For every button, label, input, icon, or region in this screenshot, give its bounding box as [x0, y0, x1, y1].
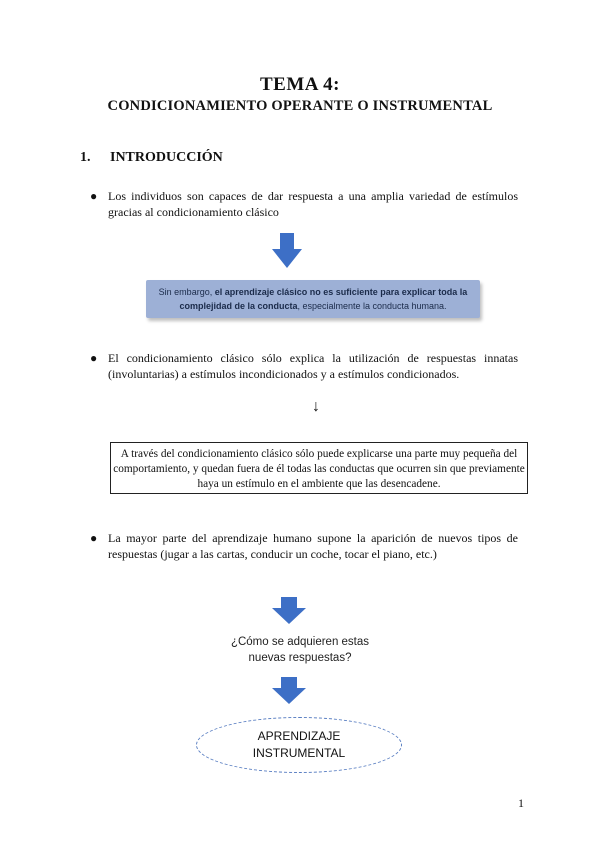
bullet-dot-icon: ●	[90, 351, 98, 365]
section-heading	[80, 150, 223, 166]
bullet-text: Los individuos son capaces de dar respuesta a una amplia variedad de estímulos gracias al condicionamiento clásico	[108, 189, 518, 219]
down-arrow-icon	[272, 233, 302, 269]
callout-text-1: Sin embargo,	[158, 287, 215, 297]
result-line-2: INSTRUMENTAL	[252, 746, 346, 760]
down-arrow-icon	[272, 677, 306, 705]
down-arrow-icon	[272, 597, 306, 625]
bullet-text: El condicionamiento clásico sólo explica la utilización de respuestas innatas (involuntarias) a estímulos incondicionados y a estímulos condicionados.	[108, 351, 518, 381]
page-number: 1	[518, 796, 524, 810]
result-ellipse	[196, 717, 402, 773]
bullet-dot-icon: ●	[90, 531, 98, 545]
thin-down-arrow-icon: ↓	[312, 398, 320, 415]
callout-text-bold: el aprendizaje clásico no es suficiente para explicar toda la complejidad de la conducta	[179, 287, 468, 311]
callout-text-3: , especialmente la conducta humana.	[297, 301, 447, 311]
page-subtitle: CONDICIONAMIENTO OPERANTE O INSTRUMENTAL	[107, 98, 493, 114]
question-line-2: nuevas respuestas?	[248, 652, 352, 664]
bullet-text: La mayor parte del aprendizaje humano supone la aparición de nuevos tipos de respuestas (jugar a las cartas, conducir un coche, tocar el piano, etc.)	[108, 531, 518, 561]
question-line-1: ¿Cómo se adquieren estas	[230, 636, 370, 648]
page-title: TEMA 4:	[259, 74, 341, 95]
bullet-dot-icon: ●	[90, 189, 98, 203]
framed-text-box: A través del condicionamiento clásico sólo puede explicarse una parte muy pequeña del comportamiento, y quedan fuera de él todas las conductas que ocurren sin que previamente haya un estímulo en el ambiente que las desencadene.	[110, 442, 528, 494]
section-title: INTRODUCCIÓN	[110, 150, 223, 165]
callout-box	[146, 280, 480, 318]
section-number: 1.	[80, 150, 91, 165]
result-line-1: APRENDIZAJE	[257, 729, 341, 743]
flow-question	[200, 634, 400, 666]
